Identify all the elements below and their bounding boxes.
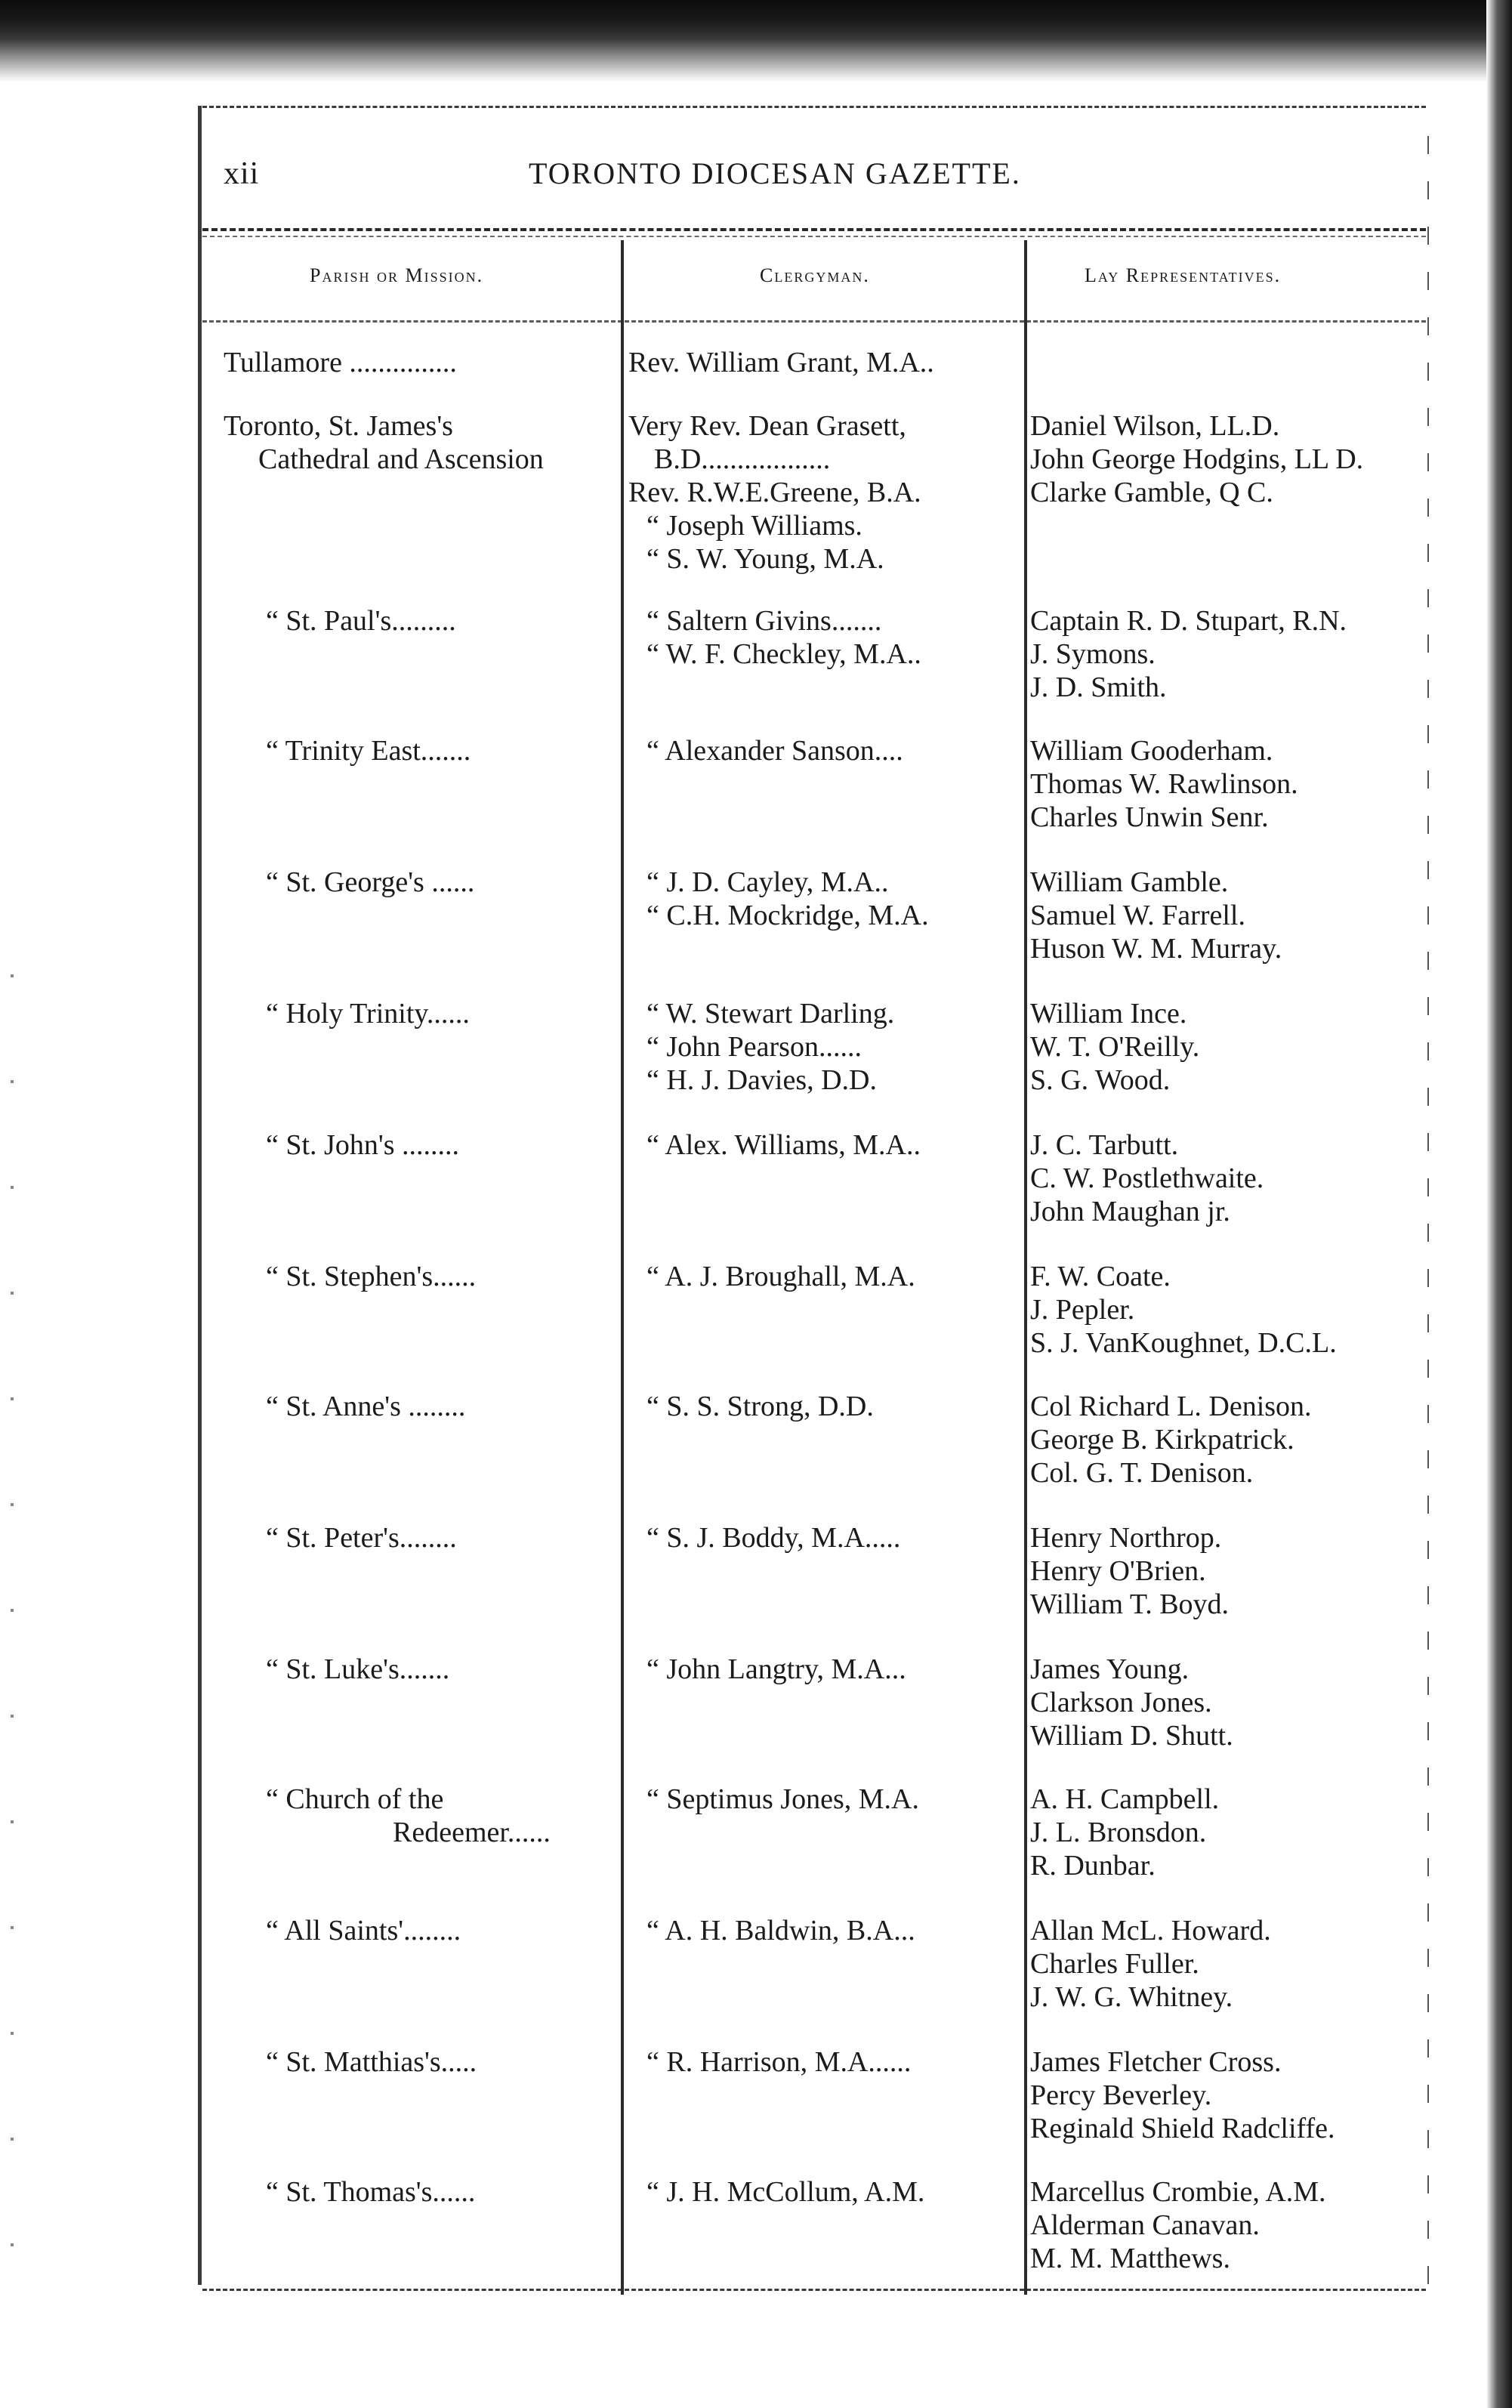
- parish-name: Toronto, St. James's: [224, 410, 453, 442]
- clergyman-name: “ C.H. Mockridge, M.A.: [646, 900, 929, 931]
- lay-representative-name: M. M. Matthews.: [1030, 2243, 1230, 2274]
- parish-name: “ All Saints'........: [266, 1915, 461, 1946]
- parish-name: “ Holy Trinity......: [266, 998, 470, 1030]
- clergyman-name: “ John Pearson......: [646, 1031, 862, 1063]
- clergyman-name: B.D..................: [654, 443, 831, 475]
- parish-name: “ St. Paul's.........: [266, 605, 456, 637]
- parish-name: “ Trinity East.......: [266, 735, 471, 767]
- lay-representative-name: J. Symons.: [1030, 638, 1156, 670]
- lay-representative-name: William T. Boyd.: [1030, 1588, 1230, 1620]
- lay-representative-name: Reginald Shield Radcliffe.: [1030, 2113, 1335, 2144]
- lay-representative-name: J. C. Tarbutt.: [1030, 1129, 1179, 1161]
- lay-representative-name: George B. Kirkpatrick.: [1030, 1424, 1294, 1456]
- lay-representative-name: William D. Shutt.: [1030, 1720, 1233, 1752]
- clergyman-name: “ H. J. Davies, D.D.: [646, 1064, 878, 1096]
- clergyman-name: “ Alexander Sanson....: [646, 735, 903, 767]
- lay-representative-name: Alderman Canavan.: [1030, 2209, 1260, 2241]
- lay-representative-name: John George Hodgins, LL D.: [1030, 443, 1364, 475]
- clergyman-name: “ W. Stewart Darling.: [646, 998, 895, 1030]
- lay-representative-name: R. Dunbar.: [1030, 1850, 1156, 1882]
- lay-representative-name: Clarkson Jones.: [1030, 1687, 1212, 1718]
- parish-name: Tullamore ...............: [224, 347, 457, 378]
- lay-representative-name: F. W. Coate.: [1030, 1261, 1171, 1292]
- parish-name: “ St. Anne's ........: [266, 1391, 466, 1422]
- lay-representative-name: William Gamble.: [1030, 866, 1229, 898]
- column-header-lay-representatives: Lay Representatives.: [1085, 264, 1282, 286]
- lay-representative-name: J. Pepler.: [1030, 1294, 1135, 1326]
- clergyman-name: Very Rev. Dean Grasett,: [628, 410, 906, 442]
- column-header-rule: [202, 320, 1426, 323]
- lay-representative-name: Henry Northrop.: [1030, 1522, 1222, 1554]
- lay-representative-name: A. H. Campbell.: [1030, 1783, 1220, 1815]
- lay-representative-name: Marcellus Crombie, A.M.: [1030, 2176, 1326, 2208]
- clergyman-name: “ J. H. McCollum, A.M.: [646, 2176, 925, 2208]
- page-number: xii: [224, 156, 260, 191]
- lay-representative-name: Charles Unwin Senr.: [1030, 801, 1269, 833]
- clergyman-name: Rev. William Grant, M.A..: [628, 347, 934, 378]
- top-rule: [202, 106, 1426, 108]
- running-title: TORONTO DIOCESAN GAZETTE.: [529, 156, 1021, 190]
- bottom-rule: [202, 2289, 1426, 2291]
- lay-representative-name: Huson W. M. Murray.: [1030, 933, 1282, 965]
- clergyman-name: “ Saltern Givins.......: [646, 605, 882, 637]
- parish-name: “ St. Luke's.......: [266, 1653, 450, 1685]
- lay-representative-name: William Gooderham.: [1030, 735, 1273, 767]
- header-rule-secondary: [202, 236, 1426, 237]
- parish-name: “ St. Thomas's......: [266, 2176, 476, 2208]
- lay-representative-name: Daniel Wilson, LL.D.: [1030, 410, 1280, 442]
- column-divider-parish-clergy: [621, 240, 624, 2295]
- page-frame-right: [1427, 136, 1429, 2296]
- parish-name: “ St. Matthias's.....: [266, 2046, 477, 2078]
- lay-representative-name: Col. G. T. Denison.: [1030, 1457, 1254, 1489]
- lay-representative-name: Allan McL. Howard.: [1030, 1915, 1271, 1946]
- scan-edge-right: [1486, 0, 1512, 2408]
- lay-representative-name: Henry O'Brien.: [1030, 1555, 1206, 1587]
- scan-edge-top: [0, 0, 1512, 83]
- lay-representative-name: John Maughan jr.: [1030, 1196, 1230, 1227]
- lay-representative-name: J. D. Smith.: [1030, 671, 1167, 703]
- lay-representative-name: Samuel W. Farrell.: [1030, 900, 1245, 931]
- lay-representative-name: James Young.: [1030, 1653, 1190, 1685]
- parish-name: Cathedral and Ascension: [258, 443, 544, 475]
- lay-representative-name: Thomas W. Rawlinson.: [1030, 768, 1298, 800]
- header-rule: [202, 228, 1426, 231]
- page-frame-left: [198, 106, 202, 2285]
- lay-representative-name: Percy Beverley.: [1030, 2079, 1212, 2111]
- lay-representative-name: S. G. Wood.: [1030, 1064, 1171, 1096]
- lay-representative-name: Charles Fuller.: [1030, 1948, 1199, 1980]
- parish-name: “ St. Peter's........: [266, 1522, 457, 1554]
- lay-representative-name: Clarke Gamble, Q C.: [1030, 477, 1273, 508]
- clergyman-name: Rev. R.W.E.Greene, B.A.: [628, 477, 921, 508]
- clergyman-name: “ S. W. Young, M.A.: [646, 543, 884, 575]
- column-header-parish: Parish or Mission.: [310, 264, 484, 286]
- lay-representative-name: J. W. G. Whitney.: [1030, 1981, 1233, 2013]
- lay-representative-name: W. T. O'Reilly.: [1030, 1031, 1200, 1063]
- lay-representative-name: Col Richard L. Denison.: [1030, 1391, 1312, 1422]
- column-header-clergyman: Clergyman.: [760, 264, 870, 286]
- scan-dust-left: [11, 944, 14, 2304]
- lay-representative-name: James Fletcher Cross.: [1030, 2046, 1282, 2078]
- lay-representative-name: William Ince.: [1030, 998, 1187, 1030]
- clergyman-name: “ R. Harrison, M.A......: [646, 2046, 912, 2078]
- column-divider-clergy-lay: [1024, 240, 1027, 2295]
- lay-representative-name: C. W. Postlethwaite.: [1030, 1162, 1264, 1194]
- clergyman-name: “ Joseph Williams.: [646, 510, 862, 542]
- parish-name: “ St. John's ........: [266, 1129, 459, 1161]
- parish-name: Redeemer......: [393, 1817, 551, 1848]
- parish-name: “ St. Stephen's......: [266, 1261, 477, 1292]
- clergyman-name: “ A. J. Broughall, M.A.: [646, 1261, 915, 1292]
- clergyman-name: “ S. S. Strong, D.D.: [646, 1391, 874, 1422]
- clergyman-name: “ Alex. Williams, M.A..: [646, 1129, 921, 1161]
- parish-name: “ Church of the: [266, 1783, 444, 1815]
- clergyman-name: “ W. F. Checkley, M.A..: [646, 638, 921, 670]
- clergyman-name: “ A. H. Baldwin, B.A...: [646, 1915, 915, 1946]
- clergyman-name: “ John Langtry, M.A...: [646, 1653, 906, 1685]
- clergyman-name: “ J. D. Cayley, M.A..: [646, 866, 889, 898]
- clergyman-name: “ Septimus Jones, M.A.: [646, 1783, 919, 1815]
- clergyman-name: “ S. J. Boddy, M.A.....: [646, 1522, 901, 1554]
- lay-representative-name: S. J. VanKoughnet, D.C.L.: [1030, 1327, 1337, 1359]
- parish-name: “ St. George's ......: [266, 866, 475, 898]
- lay-representative-name: Captain R. D. Stupart, R.N.: [1030, 605, 1347, 637]
- lay-representative-name: J. L. Bronsdon.: [1030, 1817, 1207, 1848]
